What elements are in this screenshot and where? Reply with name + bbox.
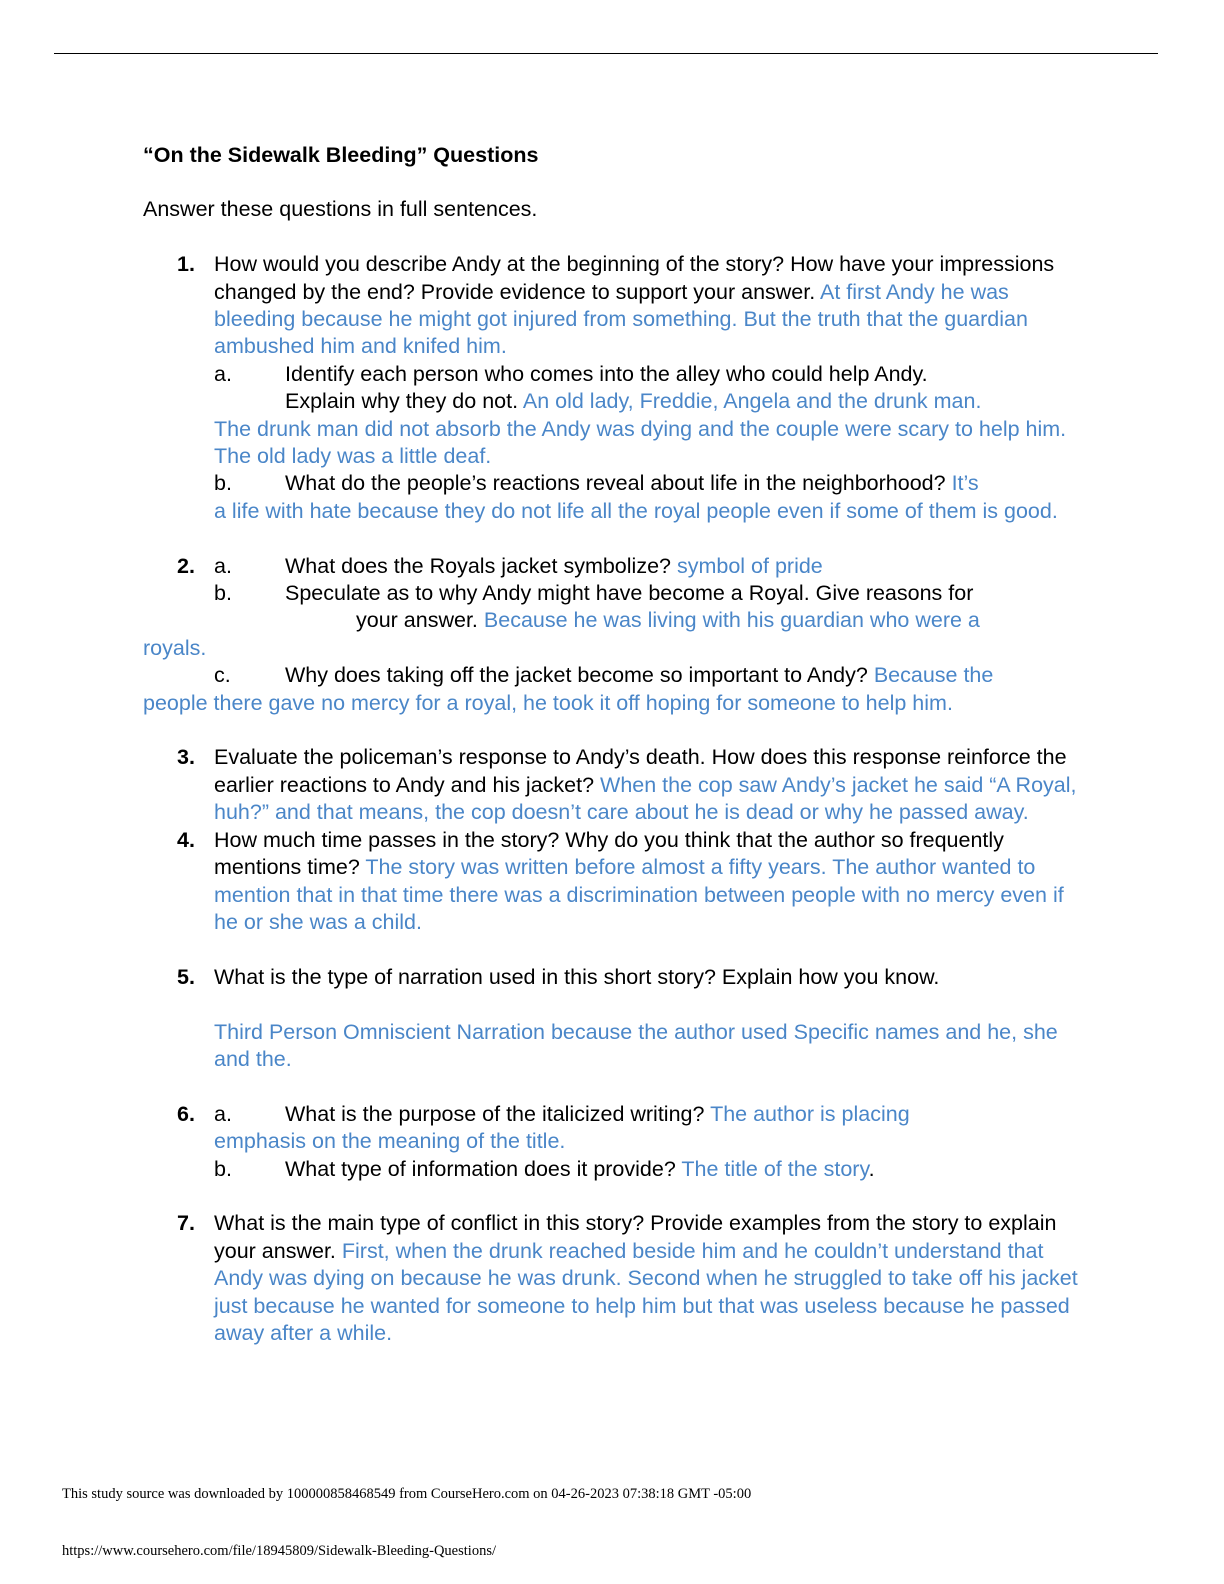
answer-text: The title of the story bbox=[681, 1156, 869, 1181]
instructions: Answer these questions in full sentences. bbox=[143, 197, 538, 222]
answer-text: The story was written before almost a fifty years. The author wanted to mention that in that time there was a discrimination between people with no mercy even if he or she was a child. bbox=[214, 855, 1064, 934]
question-text: How much time passes in the story? Why do you think that the author so frequently mentions time? bbox=[214, 827, 1004, 880]
download-source-notice: This study source was downloaded by 100000858468549 from CourseHero.com on 04-26-2023 07:38:18 GMT -05:00 bbox=[62, 1486, 752, 1502]
question-text: What is the main type of conflict in this story? Provide examples from the story to explain your answer. bbox=[214, 1211, 1057, 1263]
answer-text: Third Person Omniscient Narration because the author used Specific names and he, she and the. bbox=[214, 1019, 1058, 1071]
sub-question-2b bbox=[214, 580, 1083, 635]
answer-text: people there gave no mercy for a royal, he took it off hoping for someone to help him. bbox=[143, 690, 953, 715]
answer-text: Because the bbox=[873, 663, 994, 688]
answer-text: The drunk man did not absorb the Andy was dying and the couple were scary to help him. The old lady was a little deaf. bbox=[214, 416, 1067, 469]
sub-question-text: What does the Royals jacket symbolize? bbox=[285, 553, 671, 578]
question-text: What is the type of narration used in this short story? Explain how you know. bbox=[214, 964, 940, 989]
answer-text: symbol of pride bbox=[676, 553, 823, 578]
question-number: 5. bbox=[177, 964, 195, 989]
sub-question-2c bbox=[214, 662, 1083, 689]
question-number: 6. bbox=[177, 1101, 195, 1126]
question-number: 4. bbox=[177, 827, 195, 852]
sub-question-text: Explain why they do not. bbox=[285, 389, 519, 414]
sub-question-text: What type of information does it provide? bbox=[285, 1156, 676, 1181]
question-number: 7. bbox=[177, 1211, 195, 1236]
document-body bbox=[143, 142, 1083, 1347]
sub-question-text: What do the people’s reactions reveal about life in the neighborhood? bbox=[285, 471, 946, 496]
answer-text: emphasis on the meaning of the title. bbox=[214, 1129, 566, 1154]
sub-question-2a bbox=[214, 553, 1083, 580]
answer-text: royals. bbox=[143, 635, 207, 660]
question-number: 2. bbox=[177, 553, 195, 578]
sub-label: b. bbox=[214, 581, 232, 606]
sub-label: a. bbox=[214, 553, 232, 578]
answer-text: a life with hate because they do not life all the royal people even if some of them is good. bbox=[214, 498, 1058, 523]
sub-label: a. bbox=[214, 361, 232, 386]
sub-question-text: your answer. bbox=[356, 608, 478, 633]
question-7 bbox=[143, 1210, 1083, 1347]
answer-text: An old lady, Freddie, Angela and the drunk man. bbox=[522, 389, 982, 414]
source-url[interactable]: https://www.coursehero.com/file/18945809/Sidewalk-Bleeding-Questions/ bbox=[62, 1543, 496, 1559]
page-title: “On the Sidewalk Bleeding” Questions bbox=[143, 143, 539, 167]
sub-question-text: Speculate as to why Andy might have become a Royal. Give reasons for bbox=[285, 581, 974, 606]
header-rule bbox=[54, 53, 1158, 54]
answer-text: It’s bbox=[951, 471, 979, 496]
question-3 bbox=[143, 744, 1083, 826]
question-2 bbox=[143, 553, 1083, 717]
question-6 bbox=[143, 1101, 1083, 1183]
sub-question-6a bbox=[214, 1101, 1083, 1128]
sub-label: c. bbox=[214, 663, 231, 688]
question-1 bbox=[143, 251, 1083, 525]
question-text: Evaluate the policeman’s response to Andy’s death. How does this response reinforce the earlier reactions to Andy and his jacket? bbox=[214, 745, 1067, 797]
answer-text: When the cop saw Andy’s jacket he said “A Royal, huh?” and that means, the cop doesn’t care about he is dead or why he passed away. bbox=[214, 772, 1077, 825]
question-5 bbox=[143, 964, 1083, 1074]
sub-question-text: What is the purpose of the italicized writing? bbox=[285, 1101, 705, 1126]
question-4 bbox=[143, 827, 1083, 937]
question-number: 3. bbox=[177, 745, 195, 770]
answer-text: First, when the drunk reached beside him and he couldn’t understand that Andy was dying on because he was drunk. Second when he struggled to take off his jacket just because he wanted for someone to help him but that was useless because he passed away after a while. bbox=[214, 1238, 1078, 1345]
question-number: 1. bbox=[177, 252, 195, 277]
sub-label: a. bbox=[214, 1101, 232, 1126]
sub-question-text: Why does taking off the jacket become so important to Andy? bbox=[285, 663, 868, 688]
sub-question-1a bbox=[214, 361, 1083, 471]
answer-text: The author is placing bbox=[710, 1101, 910, 1126]
answer-text: Because he was living with his guardian who were a bbox=[483, 608, 980, 633]
question-text: How would you describe Andy at the beginning of the story? How have your impressions changed by the end? Provide evidence to support your answer. bbox=[214, 252, 1055, 304]
sub-question-6b bbox=[214, 1156, 1083, 1183]
sub-label: b. bbox=[214, 1156, 232, 1181]
sub-label: b. bbox=[214, 471, 232, 496]
sub-question-1b bbox=[214, 470, 1083, 525]
answer-text: At first Andy he was bleeding because he might got injured from something. But the truth that the guardian ambushed him and knifed him. bbox=[214, 279, 1028, 359]
sub-question-text: Identify each person who comes into the alley who could help Andy. bbox=[285, 361, 928, 386]
sentence-period: . bbox=[868, 1156, 875, 1181]
